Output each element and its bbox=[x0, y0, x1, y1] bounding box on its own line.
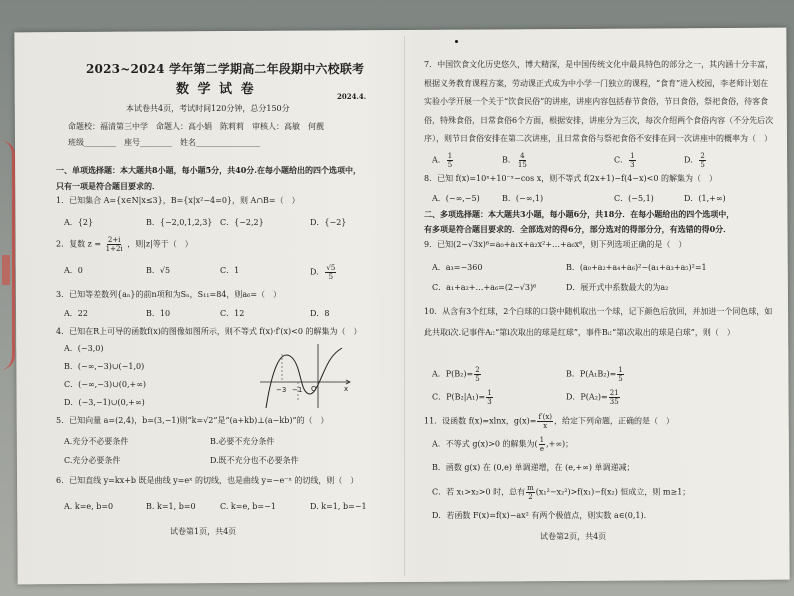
option-b: B．(a₀+a₂+a₄+a₆)²−(a₁+a₃+a₅)²=1 bbox=[566, 263, 707, 272]
option-c bbox=[432, 389, 494, 406]
option-b: B．(−∞,−3)∪(−1,0) bbox=[64, 362, 145, 371]
option-c: C．12 bbox=[220, 309, 245, 318]
option-d: D. k=1, b=−1 bbox=[310, 502, 367, 511]
option-c: C．a₁+a₂+…+a₆=(2−√3)⁶ bbox=[432, 283, 537, 292]
tick-label-minus3: −3 bbox=[276, 386, 287, 394]
option-d bbox=[684, 152, 707, 169]
page-footer-1: 试卷第1页，共4页 bbox=[170, 527, 237, 536]
question-8-stem: 8．已知 f(x)=10ˣ+10⁻ˣ−cos x，则不等式 f(2x+1)−f(4−x)<0 的解集为（ ） bbox=[424, 174, 717, 183]
option-fraction bbox=[617, 366, 623, 383]
option-a: A．0 bbox=[64, 266, 83, 275]
paper-fold bbox=[404, 36, 405, 576]
option-label: A． bbox=[432, 155, 446, 165]
fraction-numerator: f′(x) bbox=[538, 413, 553, 421]
option-fraction bbox=[629, 152, 635, 169]
option-b: B.必要不充分条件 bbox=[210, 437, 275, 446]
option-d-fraction bbox=[325, 264, 336, 281]
question-4-stem: 4．已知在R上可导的函数f(x)的图像如图所示，则不等式 f(x)·f′(x)<0 的解集为（ ） bbox=[56, 327, 362, 336]
fraction-denominator: e bbox=[539, 445, 544, 453]
question-3-stem: 3．已知等差数列{aₙ}的前n项和为Sₙ，S₁₁=84，则a₆=（ ） bbox=[56, 290, 282, 299]
option-fraction bbox=[447, 152, 453, 169]
section2-heading-line2: 有多项是符合题目要求的．全部选对的得6分，部分选对的得部分分，有选错的得0分． bbox=[424, 224, 732, 234]
option-label: A．P(B₂)= bbox=[432, 369, 474, 379]
option-b: B．函数 g(x) 在 (0,e) 单调递增，在 (e,+∞) 单调递减； bbox=[432, 463, 635, 472]
page-footer-2: 试卷第2页，共4页 bbox=[540, 532, 607, 541]
option-fraction bbox=[486, 389, 492, 406]
option-d: D．(−3,−1)∪(0,+∞) bbox=[64, 398, 145, 407]
option-c: C．1 bbox=[220, 266, 240, 275]
fraction-numerator: 1 bbox=[487, 389, 492, 397]
ink-dot bbox=[455, 40, 458, 43]
fraction-numerator: 1 bbox=[630, 152, 635, 160]
fraction-numerator: 2 bbox=[475, 366, 480, 374]
section1-heading-line1: 一、单项选择题：本大题共8小题，每小题5分，共40分.在每小题给出的四个选项中， bbox=[56, 165, 362, 175]
question-2-fraction bbox=[105, 236, 124, 253]
option-a: A．a₃=−360 bbox=[432, 263, 483, 272]
fraction-numerator: m bbox=[527, 484, 534, 492]
fraction-denominator: 35 bbox=[609, 398, 619, 406]
option-a-fraction bbox=[539, 436, 545, 453]
question-1-options bbox=[64, 216, 346, 229]
question-10-stem: 10．从含有3个红球，2个白球的口袋中随机取出一个球，记下颜色后放回，并加进一个同色球，如此共取i次.记事件Aᵢ:“第i次取出的球是红球”，事件Bᵢ:“第i次取出的球是白球”，则（ ） bbox=[424, 307, 773, 337]
option-fraction bbox=[517, 152, 528, 169]
question-11-stem-post: ，给定下列命题，正确的是（ ） bbox=[554, 416, 675, 426]
fraction-denominator: 5 bbox=[475, 375, 480, 383]
fraction-denominator: 5 bbox=[447, 161, 453, 169]
exam-title: 2023~2024 学年第二学期高二年段期中六校联考 bbox=[86, 62, 365, 76]
option-label: B． bbox=[502, 155, 516, 165]
question-2-options bbox=[64, 264, 337, 281]
option-label: C．P(B₂|A₁)= bbox=[432, 392, 486, 402]
option-a: A．(−3,0) bbox=[64, 344, 104, 353]
question-9-stem: 9．已知(2−√3x)⁶=a₀+a₁x+a₂x²+…+a₆x⁶，则下列选项正确的是（ ） bbox=[424, 240, 687, 249]
question-6-options bbox=[64, 500, 367, 513]
function-curve bbox=[266, 348, 342, 408]
option-c: C．(−5,1) bbox=[614, 194, 654, 203]
option-a-pre: A．不等式 g(x)>0 的解集为( bbox=[432, 439, 538, 449]
option-b bbox=[566, 366, 625, 383]
red-stamp-fragment bbox=[2, 255, 10, 285]
question-4-function-graph bbox=[258, 340, 354, 410]
fraction-numerator: 4 bbox=[520, 152, 525, 160]
option-d-label: D． bbox=[310, 267, 325, 277]
question-11-stem-pre: 11．设函数 f(x)=xlnx，g(x)= bbox=[424, 416, 537, 426]
option-a: A．22 bbox=[64, 309, 88, 318]
fraction-denominator: 5 bbox=[700, 161, 705, 169]
exam-info: 本试卷共4页，考试时间120分钟，总分150分 bbox=[126, 104, 290, 113]
fraction-numerator: 1 bbox=[539, 436, 545, 444]
fraction-numerator: 2+i bbox=[107, 236, 121, 244]
section1-heading-line2: 只有一项是符合题目要求的． bbox=[56, 181, 160, 191]
fraction-denominator: 5 bbox=[328, 273, 334, 281]
option-label: B．P(A₁B₂)= bbox=[566, 369, 617, 379]
fraction-denominator: 1+2i bbox=[105, 245, 123, 253]
option-label: D． bbox=[684, 155, 699, 165]
option-a: A. k=e, b=0 bbox=[64, 502, 114, 511]
fraction-denominator: x bbox=[543, 422, 548, 430]
origin-label: O bbox=[311, 385, 317, 393]
student-fields: 班级________ 座号________ 姓名________________ bbox=[68, 138, 260, 147]
question-8-options bbox=[432, 192, 726, 205]
option-c bbox=[614, 152, 684, 169]
option-d: D．展开式中系数最大的为a₂ bbox=[566, 283, 669, 292]
question-7-stem: 7．中国饮食文化历史悠久，博大精深，是中国传统文化中最具特色的部分之一，其内涵十分丰富，根据义务教育课程方案，劳动课正式成为中小学一门独立的课程，“食育”进入校园，李老师计划在实验小学开展一个关于“饮食民俗”的讲座，讲座内容包括春节食俗，节日食俗，祭祀食俗，待客食俗，特殊食俗，日常食俗6个方面，根据安排，讲座分为三次，每次介绍两个食俗内容（不分先后次序），则节日食俗安排在第二次讲座，且日常食俗与祭祀食俗不安排在同一次讲座中的概率为（ ） bbox=[424, 60, 774, 143]
fraction-denominator: 5 bbox=[618, 375, 623, 383]
option-d: D．{−2} bbox=[310, 218, 347, 227]
fraction-denominator: 3 bbox=[487, 398, 492, 406]
fraction-denominator: 2 bbox=[528, 493, 533, 501]
option-a: A.充分不必要条件 bbox=[64, 437, 129, 446]
fraction-numerator: 21 bbox=[609, 389, 619, 397]
option-d: D．8 bbox=[310, 309, 330, 318]
option-label: D．P(A₂)= bbox=[566, 392, 608, 402]
subject-title: 数 学 试 卷 bbox=[176, 82, 256, 97]
question-5-stem: 5．已知向量 a=(2,4)，b=(3,−1)则“k=√2”是“(a+kb)⊥(a−kb)”的（ ） bbox=[56, 416, 329, 425]
question-11-stem bbox=[424, 413, 674, 430]
fraction-numerator: √5 bbox=[326, 264, 336, 272]
option-d: D.既不充分也不必要条件 bbox=[210, 456, 299, 465]
option-b: B. k=1, b=0 bbox=[146, 502, 196, 511]
question-2-stem-pre: 2．复数 z = bbox=[56, 239, 102, 249]
option-fraction bbox=[474, 366, 480, 383]
option-b: B．(−∞,1) bbox=[502, 194, 544, 203]
option-a: A．{2} bbox=[64, 218, 94, 227]
option-b: B．√5 bbox=[146, 266, 171, 275]
question-1-stem: 1．已知集合 A={x∈N|x≤3}，B={x|x²−4=0}，则 A∩B=（ ） bbox=[56, 196, 300, 205]
fraction-numerator: 2 bbox=[700, 152, 705, 160]
option-fraction bbox=[609, 389, 620, 406]
fraction-denominator: 3 bbox=[630, 161, 635, 169]
option-b: B．10 bbox=[146, 309, 171, 318]
option-c bbox=[432, 484, 690, 501]
option-b bbox=[488, 152, 614, 169]
option-d bbox=[566, 389, 621, 406]
option-a bbox=[432, 152, 488, 169]
question-6-stem: 6．已知直线 y=kx+b 既是曲线 y=eˣ 的切线，也是曲线 y=−e⁻ˣ 的切线，则（ ） bbox=[56, 476, 359, 485]
section2-heading-line1: 二、多项选择题：本大题共3小题，每小题6分，共18分．在每小题给出的四个选项中， bbox=[424, 209, 735, 219]
option-d bbox=[310, 264, 337, 281]
exam-authors: 命题校：福清第三中学 命题人：高小娟 陈莉莉 审核人：高敏 何靓 bbox=[68, 122, 324, 131]
option-a-post: ,+∞)； bbox=[546, 439, 574, 449]
question-7-options bbox=[432, 152, 707, 169]
option-a: A．(−∞,−5) bbox=[432, 194, 480, 203]
option-c-post: (x₁²−x₂²)>f(x₁)−f(x₂) 恒成立，则 m≥1； bbox=[535, 487, 691, 497]
option-label: C． bbox=[614, 155, 629, 165]
option-a bbox=[432, 366, 482, 383]
option-c: C．(−∞,−3)∪(0,+∞) bbox=[64, 380, 147, 389]
exam-date: 2024.4. bbox=[337, 92, 367, 101]
option-c-fraction bbox=[526, 484, 535, 501]
option-d: D．(1,+∞) bbox=[684, 194, 726, 203]
question-11-fraction bbox=[537, 413, 553, 430]
option-a bbox=[432, 436, 573, 453]
question-2-stem-post: ，则|z|等于（ ） bbox=[127, 239, 193, 249]
tick-label-minus1: −1 bbox=[292, 386, 303, 394]
option-fraction bbox=[699, 152, 705, 169]
question-3-options bbox=[64, 307, 330, 320]
fraction-numerator: 1 bbox=[447, 152, 453, 160]
fraction-numerator: 1 bbox=[618, 366, 623, 374]
option-c: C. k=e, b=−1 bbox=[220, 502, 276, 511]
option-c: C.充分必要条件 bbox=[64, 456, 121, 465]
option-c-pre: C．若 x₁>x₂>0 时，总有 bbox=[432, 487, 526, 497]
question-2-stem bbox=[56, 236, 193, 253]
option-c: C．{−2,2} bbox=[220, 218, 264, 227]
fraction-denominator: 15 bbox=[517, 161, 527, 169]
x-axis-label: x bbox=[344, 385, 349, 393]
option-d: D．若函数 F(x)=f(x)−ax² 有两个极值点，则实数 a∈(0,1). bbox=[432, 511, 647, 520]
option-b: B．{−2,0,1,2,3} bbox=[146, 218, 213, 227]
